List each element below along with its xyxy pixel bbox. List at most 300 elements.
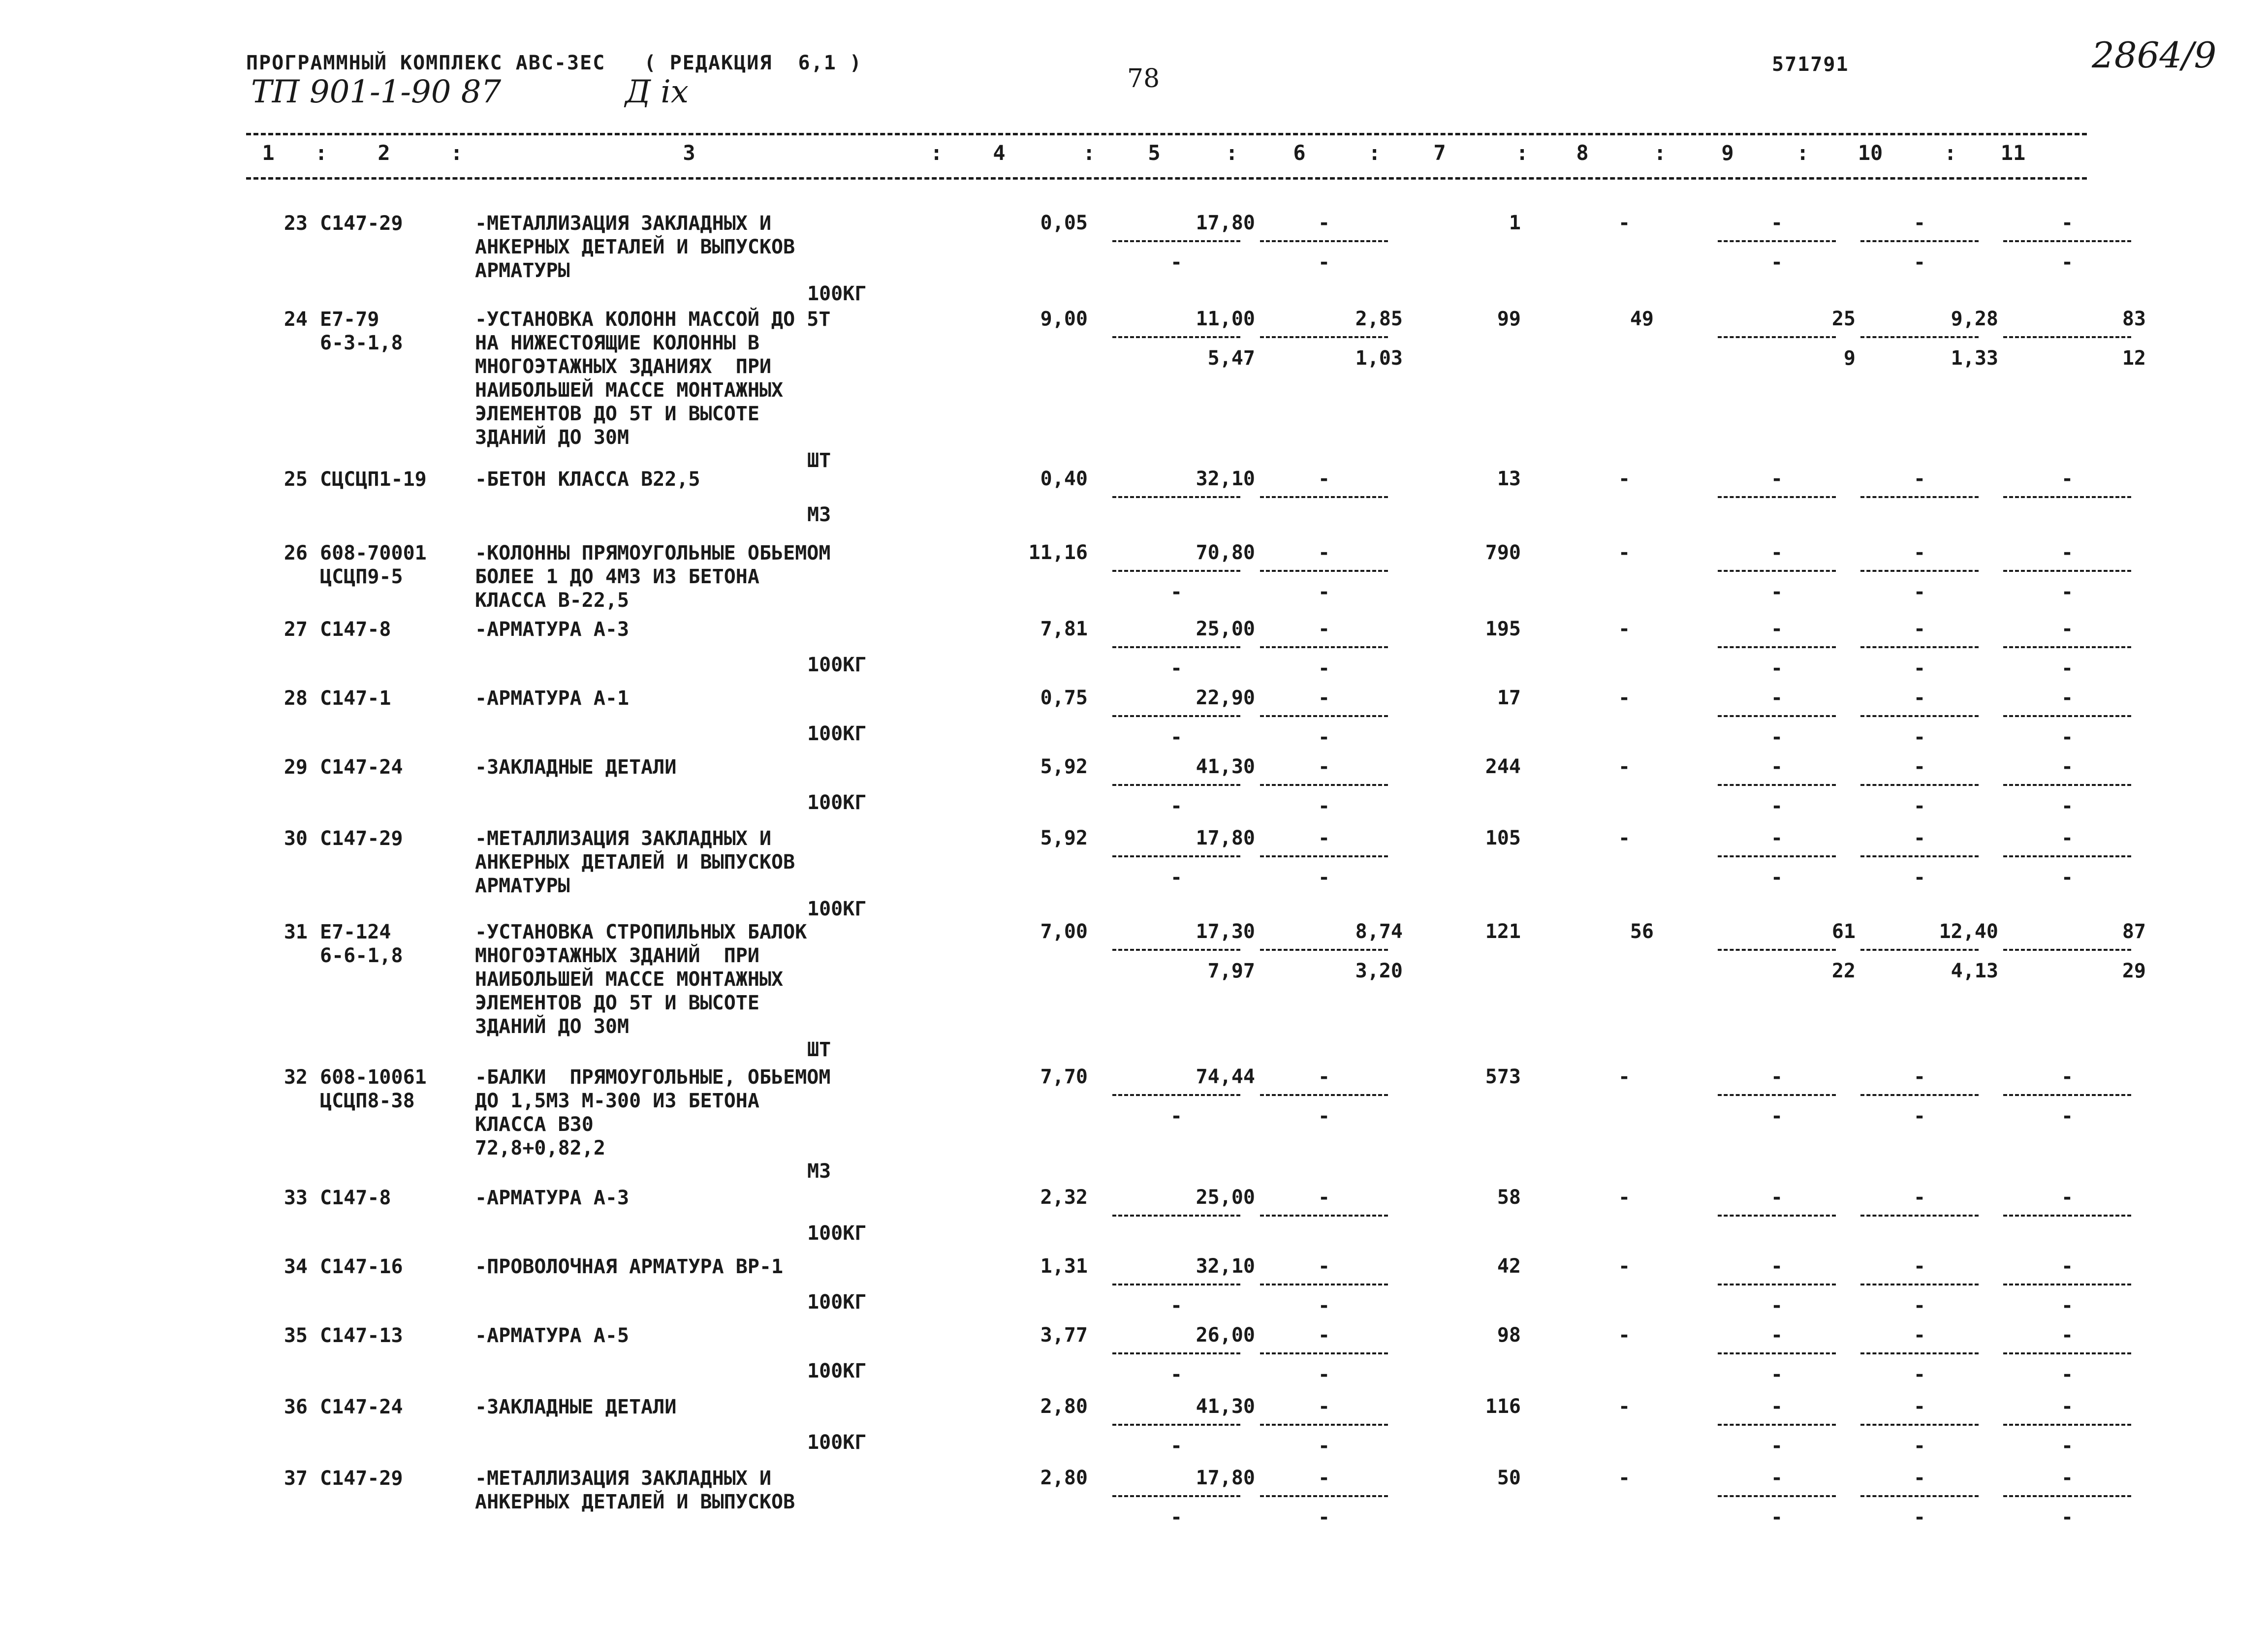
unit-of-measure: 100КГ — [807, 282, 867, 305]
unit-of-measure: М3 — [807, 503, 831, 526]
cell-underline — [2003, 784, 2131, 786]
unit-of-measure: 100КГ — [807, 898, 867, 920]
wage-cost: - — [1618, 1255, 1631, 1278]
cost-c10-lower: 4,13 — [1951, 960, 1998, 982]
row-number: 37 — [284, 1467, 308, 1490]
cost-c11-lower: - — [2061, 251, 2074, 274]
total-cost: 116 — [1485, 1395, 1521, 1418]
price-code: С147-8 — [320, 618, 391, 641]
cell-underline — [1260, 496, 1388, 498]
price-code: С147-13 — [320, 1324, 403, 1347]
cost-c9-lower: - — [1770, 866, 1783, 889]
cell-underline — [2003, 1094, 2131, 1096]
cell-underline — [1860, 646, 1979, 648]
cell-underline — [1860, 496, 1979, 498]
wage-cost: - — [1618, 827, 1631, 849]
cost-c10: - — [1913, 1065, 1926, 1088]
cost-c11: - — [2061, 827, 2074, 849]
cost-c10-lower: - — [1913, 1506, 1926, 1529]
cell-underline — [2003, 855, 2131, 857]
quantity: 5,92 — [1040, 755, 1088, 778]
column-number: 10 — [1858, 141, 1883, 165]
wage-cost: - — [1618, 1395, 1631, 1418]
cost-c10-lower: 1,33 — [1951, 347, 1998, 370]
unit-of-measure: 100КГ — [807, 654, 867, 676]
cell-underline — [2003, 496, 2131, 498]
cost-c6-lower: - — [1318, 1105, 1330, 1128]
cost-c10: - — [1913, 755, 1926, 778]
unit-of-measure: М3 — [807, 1160, 831, 1183]
cell-underline — [2003, 1284, 2131, 1285]
cell-underline — [1860, 784, 1979, 786]
wage-cost: - — [1618, 755, 1631, 778]
total-cost: 50 — [1497, 1467, 1521, 1489]
cost-c9: - — [1770, 1065, 1783, 1088]
cost-c6-lower: - — [1318, 1294, 1330, 1317]
column-separator: : — [1226, 141, 1238, 165]
row-number: 27 — [284, 618, 308, 641]
cost-c5-lower: - — [1170, 726, 1183, 749]
cost-c9: - — [1770, 1467, 1783, 1489]
cost-c11: - — [2061, 468, 2074, 490]
cost-c6-lower: - — [1318, 866, 1330, 889]
cost-c11: - — [2061, 1255, 2074, 1278]
wage-cost: - — [1618, 212, 1631, 234]
header-rule-top — [246, 133, 2087, 135]
work-description: ЗДАНИЙ ДО 30М — [475, 1015, 630, 1038]
work-description: -АРМАТУРА А-1 — [475, 687, 630, 710]
cell-underline — [1112, 1352, 1240, 1354]
work-description: АНКЕРНЫХ ДЕТАЛЕЙ И ВЫПУСКОВ — [475, 851, 795, 874]
cost-c6-lower: - — [1318, 726, 1330, 749]
price-code: 608-70001 — [320, 542, 427, 564]
work-description: -АРМАТУРА А-5 — [475, 1324, 630, 1347]
unit-of-measure: 100КГ — [807, 1291, 867, 1314]
quantity: 2,80 — [1040, 1395, 1088, 1418]
cost-c11-lower: - — [2061, 1294, 2074, 1317]
quantity: 7,70 — [1040, 1065, 1088, 1088]
cell-underline — [1718, 715, 1836, 717]
work-description: -МЕТАЛЛИЗАЦИЯ ЗАКЛАДНЫХ И — [475, 1467, 772, 1490]
price-code: 6-6-1,8 — [320, 944, 403, 967]
price-code: С147-29 — [320, 1467, 403, 1490]
cost-c6: - — [1318, 755, 1330, 778]
cell-underline — [1260, 1352, 1388, 1354]
cell-underline — [1860, 240, 1979, 242]
price-code: С147-24 — [320, 756, 403, 779]
cost-c9: 25 — [1831, 308, 1856, 330]
cost-c10: - — [1913, 468, 1926, 490]
quantity: 5,92 — [1040, 827, 1088, 849]
wage-cost: - — [1618, 541, 1631, 564]
cost-c10-lower: - — [1913, 657, 1926, 680]
column-separator: : — [1368, 141, 1381, 165]
column-separator: : — [1796, 141, 1809, 165]
cost-c6: - — [1318, 1324, 1330, 1347]
column-number: 11 — [2000, 141, 2026, 165]
column-number: 4 — [993, 141, 1006, 165]
work-description: ЭЛЕМЕНТОВ ДО 5Т И ВЫСОТЕ — [475, 403, 759, 425]
cell-underline — [1112, 715, 1240, 717]
cell-underline — [1718, 1215, 1836, 1217]
row-number: 23 — [284, 212, 308, 235]
cell-underline — [1112, 336, 1240, 338]
work-description: -АРМАТУРА А-3 — [475, 1187, 630, 1209]
cost-c6-lower: - — [1318, 251, 1330, 274]
work-description: -АРМАТУРА А-3 — [475, 618, 630, 641]
cost-c5-lower: - — [1170, 1105, 1183, 1128]
cost-c5: 11,00 — [1196, 308, 1255, 330]
cost-c10: - — [1913, 618, 1926, 640]
wage-cost: - — [1618, 1186, 1631, 1209]
cell-underline — [2003, 336, 2131, 338]
cost-c5: 17,80 — [1196, 827, 1255, 849]
row-number: 24 — [284, 308, 308, 331]
row-number: 32 — [284, 1066, 308, 1089]
row-number: 30 — [284, 827, 308, 850]
cell-underline — [1718, 1424, 1836, 1426]
cell-underline — [2003, 949, 2131, 951]
cell-underline — [1260, 646, 1388, 648]
cost-c11-lower: - — [2061, 866, 2074, 889]
work-description: -ЗАКЛАДНЫЕ ДЕТАЛИ — [475, 756, 677, 779]
cost-c10-lower: - — [1913, 1435, 1926, 1457]
cell-underline — [1860, 1284, 1979, 1285]
corner-annotation: 2864/9 — [2092, 34, 2217, 76]
cell-underline — [1260, 715, 1388, 717]
project-code: ТП 901-1-90 87 — [251, 74, 502, 110]
work-description: -ПРОВОЛОЧНАЯ АРМАТУРА ВР-1 — [475, 1255, 784, 1278]
cost-c6-lower: 3,20 — [1355, 960, 1403, 982]
row-number: 28 — [284, 687, 308, 710]
total-cost: 105 — [1485, 827, 1521, 849]
total-cost: 244 — [1485, 755, 1521, 778]
cell-underline — [1860, 1215, 1979, 1217]
column-separator: : — [1654, 141, 1667, 165]
total-cost: 790 — [1485, 541, 1521, 564]
cost-c9: - — [1770, 827, 1783, 849]
cell-underline — [1260, 1424, 1388, 1426]
cost-c9-lower: - — [1770, 1435, 1783, 1457]
work-description: ДО 1,5М3 М-300 ИЗ БЕТОНА — [475, 1090, 759, 1112]
cost-c9: - — [1770, 1324, 1783, 1347]
cost-c11: - — [2061, 1467, 2074, 1489]
program-header: ПРОГРАММНЫЙ КОМПЛЕКС АВС-3ЕС ( РЕДАКЦИЯ 6,1 ) — [246, 52, 862, 74]
quantity: 0,05 — [1040, 212, 1088, 234]
cell-underline — [2003, 1424, 2131, 1426]
price-code: ЦСЦП9-5 — [320, 565, 403, 588]
column-number: 1 — [262, 141, 275, 165]
price-code: ЦСЦП8-38 — [320, 1090, 415, 1112]
wage-cost: - — [1618, 1065, 1631, 1088]
cost-c6-lower: - — [1318, 1363, 1330, 1386]
total-cost: 195 — [1485, 618, 1521, 640]
cost-c9: - — [1770, 618, 1783, 640]
cost-c5-lower: - — [1170, 657, 1183, 680]
cost-c6: - — [1318, 212, 1330, 234]
cost-c11-lower: - — [2061, 726, 2074, 749]
cost-c11: - — [2061, 618, 2074, 640]
column-number: 8 — [1576, 141, 1589, 165]
work-description: -МЕТАЛЛИЗАЦИЯ ЗАКЛАДНЫХ И — [475, 827, 772, 850]
cell-underline — [1260, 240, 1388, 242]
sheet-mark: Д ⅸ — [625, 74, 689, 110]
cost-c11-lower: 29 — [2122, 960, 2146, 982]
cost-c6-lower: - — [1318, 581, 1330, 603]
work-description: -БЕТОН КЛАССА В22,5 — [475, 468, 700, 491]
work-description: АНКЕРНЫХ ДЕТАЛЕЙ И ВЫПУСКОВ — [475, 236, 795, 258]
cost-c9: - — [1770, 687, 1783, 709]
work-description: КЛАССА В-22,5 — [475, 589, 630, 612]
cost-c6: - — [1318, 1395, 1330, 1418]
cell-underline — [1860, 715, 1979, 717]
cost-c11: - — [2061, 755, 2074, 778]
document-code: 571791 — [1772, 53, 1849, 76]
cell-underline — [1260, 855, 1388, 857]
cell-underline — [2003, 240, 2131, 242]
unit-of-measure: 100КГ — [807, 722, 867, 745]
row-number: 36 — [284, 1396, 308, 1418]
cell-underline — [1718, 1284, 1836, 1285]
row-number: 26 — [284, 542, 308, 564]
cost-c6-lower: - — [1318, 657, 1330, 680]
cell-underline — [1718, 1495, 1836, 1497]
work-description: АРМАТУРЫ — [475, 259, 570, 282]
cost-c5-lower: - — [1170, 1506, 1183, 1529]
cost-c11-lower: - — [2061, 1105, 2074, 1128]
cell-underline — [1860, 1094, 1979, 1096]
price-code: Е7-79 — [320, 308, 379, 331]
column-separator: : — [1944, 141, 1957, 165]
column-separator: : — [930, 141, 943, 165]
work-description: 72,8+0,82,2 — [475, 1137, 605, 1159]
work-description: -БАЛКИ ПРЯМОУГОЛЬНЫЕ, ОБЬЕМОМ — [475, 1066, 831, 1089]
total-cost: 573 — [1485, 1065, 1521, 1088]
cell-underline — [2003, 570, 2131, 572]
row-number: 35 — [284, 1324, 308, 1347]
cell-underline — [1112, 949, 1240, 951]
cost-c9-lower: - — [1770, 1506, 1783, 1529]
cost-c6-lower: - — [1318, 795, 1330, 817]
cell-underline — [1860, 1495, 1979, 1497]
cost-c9-lower: 22 — [1831, 960, 1856, 982]
cost-c5-lower: - — [1170, 581, 1183, 603]
wage-cost: 49 — [1630, 308, 1654, 330]
cell-underline — [1860, 336, 1979, 338]
quantity: 1,31 — [1040, 1255, 1088, 1278]
unit-of-measure: 100КГ — [807, 1222, 867, 1245]
price-code: 6-3-1,8 — [320, 332, 403, 354]
price-code: С147-29 — [320, 827, 403, 850]
cell-underline — [1718, 1352, 1836, 1354]
wage-cost: 56 — [1630, 920, 1654, 943]
wage-cost: - — [1618, 1324, 1631, 1347]
cost-c10: - — [1913, 827, 1926, 849]
cell-underline — [2003, 715, 2131, 717]
cell-underline — [1260, 336, 1388, 338]
total-cost: 13 — [1497, 468, 1521, 490]
quantity: 7,00 — [1040, 920, 1088, 943]
total-cost: 17 — [1497, 687, 1521, 709]
quantity: 2,80 — [1040, 1467, 1088, 1489]
quantity: 0,40 — [1040, 468, 1088, 490]
cost-c5: 32,10 — [1196, 1255, 1255, 1278]
quantity: 0,75 — [1040, 687, 1088, 709]
column-number: 9 — [1721, 141, 1734, 165]
cell-underline — [1112, 1495, 1240, 1497]
cell-underline — [1260, 570, 1388, 572]
cost-c10-lower: - — [1913, 866, 1926, 889]
cost-c5: 22,90 — [1196, 687, 1255, 709]
cost-c5: 74,44 — [1196, 1065, 1255, 1088]
work-description: МНОГОЭТАЖНЫХ ЗДАНИЯХ ПРИ — [475, 355, 772, 378]
work-description: -УСТАНОВКА КОЛОНН МАССОЙ ДО 5Т — [475, 308, 831, 331]
cost-c5: 25,00 — [1196, 618, 1255, 640]
cell-underline — [1718, 570, 1836, 572]
cell-underline — [1112, 646, 1240, 648]
cell-underline — [2003, 1215, 2131, 1217]
cost-c9-lower: - — [1770, 1294, 1783, 1317]
cost-c10: - — [1913, 687, 1926, 709]
cost-c11: 87 — [2122, 920, 2146, 943]
cost-c11: - — [2061, 212, 2074, 234]
work-description: -ЗАКЛАДНЫЕ ДЕТАЛИ — [475, 1396, 677, 1418]
wage-cost: - — [1618, 1467, 1631, 1489]
cell-underline — [1112, 1215, 1240, 1217]
cost-c6: - — [1318, 1065, 1330, 1088]
cell-underline — [1860, 570, 1979, 572]
cost-c11-lower: - — [2061, 1506, 2074, 1529]
cost-c5: 41,30 — [1196, 755, 1255, 778]
cost-c5-lower: 5,47 — [1207, 347, 1255, 370]
cost-c6: - — [1318, 687, 1330, 709]
total-cost: 98 — [1497, 1324, 1521, 1347]
unit-of-measure: 100КГ — [807, 1431, 867, 1454]
cell-underline — [1718, 949, 1836, 951]
cost-c6: - — [1318, 468, 1330, 490]
cell-underline — [1260, 1495, 1388, 1497]
cost-c5-lower: 7,97 — [1207, 960, 1255, 982]
cost-c9: - — [1770, 468, 1783, 490]
cost-c5: 70,80 — [1196, 541, 1255, 564]
cell-underline — [1860, 1352, 1979, 1354]
column-number: 6 — [1293, 141, 1306, 165]
cell-underline — [1718, 784, 1836, 786]
cost-c10: - — [1913, 1255, 1926, 1278]
cost-c10-lower: - — [1913, 726, 1926, 749]
cell-underline — [1860, 949, 1979, 951]
cell-underline — [1718, 496, 1836, 498]
column-separator: : — [1516, 141, 1529, 165]
work-description: -КОЛОННЫ ПРЯМОУГОЛЬНЫЕ ОБЬЕМОМ — [475, 542, 831, 564]
row-number: 29 — [284, 756, 308, 779]
cost-c11: - — [2061, 1186, 2074, 1209]
work-description: НАИБОЛЬШЕЙ МАССЕ МОНТАЖНЫХ — [475, 968, 784, 991]
wage-cost: - — [1618, 468, 1631, 490]
cost-c6-lower: - — [1318, 1506, 1330, 1529]
column-separator: : — [450, 141, 463, 165]
cost-c9: - — [1770, 541, 1783, 564]
total-cost: 99 — [1497, 308, 1521, 330]
row-number: 34 — [284, 1255, 308, 1278]
cost-c10: 9,28 — [1951, 308, 1998, 330]
wage-cost: - — [1618, 687, 1631, 709]
quantity: 11,16 — [1028, 541, 1088, 564]
cost-c10: - — [1913, 1395, 1926, 1418]
cell-underline — [1260, 1284, 1388, 1285]
cost-c9-lower: - — [1770, 1105, 1783, 1128]
cell-underline — [1718, 336, 1836, 338]
cell-underline — [2003, 1352, 2131, 1354]
total-cost: 121 — [1485, 920, 1521, 943]
cost-c10-lower: - — [1913, 1105, 1926, 1128]
cost-c6: - — [1318, 1186, 1330, 1209]
cost-c11-lower: - — [2061, 657, 2074, 680]
cost-c10: 12,40 — [1939, 920, 1998, 943]
cell-underline — [1112, 1094, 1240, 1096]
work-description: МНОГОЭТАЖНЫХ ЗДАНИЙ ПРИ — [475, 944, 759, 967]
cost-c5: 25,00 — [1196, 1186, 1255, 1209]
cost-c11-lower: - — [2061, 581, 2074, 603]
cost-c11-lower: - — [2061, 1363, 2074, 1386]
quantity: 7,81 — [1040, 618, 1088, 640]
cost-c9: - — [1770, 212, 1783, 234]
cost-c10-lower: - — [1913, 1363, 1926, 1386]
cell-underline — [1260, 784, 1388, 786]
cost-c6: - — [1318, 827, 1330, 849]
cost-c10-lower: - — [1913, 795, 1926, 817]
cost-c9-lower: 9 — [1843, 347, 1856, 370]
unit-of-measure: 100КГ — [807, 1360, 867, 1382]
cost-c9-lower: - — [1770, 581, 1783, 603]
quantity: 3,77 — [1040, 1324, 1088, 1347]
row-number: 31 — [284, 921, 308, 943]
cost-c6: - — [1318, 541, 1330, 564]
cost-c6-lower: - — [1318, 1435, 1330, 1457]
cost-c10: - — [1913, 1186, 1926, 1209]
cost-c11: - — [2061, 687, 2074, 709]
price-code: Е7-124 — [320, 921, 391, 943]
cost-c5: 26,00 — [1196, 1324, 1255, 1347]
work-description: БОЛЕЕ 1 ДО 4М3 ИЗ БЕТОНА — [475, 565, 759, 588]
cell-underline — [1112, 240, 1240, 242]
cell-underline — [1260, 949, 1388, 951]
cost-c5-lower: - — [1170, 1363, 1183, 1386]
cell-underline — [1718, 646, 1836, 648]
cell-underline — [1718, 240, 1836, 242]
unit-of-measure: ШТ — [807, 449, 831, 472]
price-code: С147-24 — [320, 1396, 403, 1418]
column-separator: : — [315, 141, 328, 165]
cost-c10-lower: - — [1913, 581, 1926, 603]
cell-underline — [1860, 1424, 1979, 1426]
cost-c11: - — [2061, 1395, 2074, 1418]
work-description: НАИБОЛЬШЕЙ МАССЕ МОНТАЖНЫХ — [475, 379, 784, 402]
work-description: ЗДАНИЙ ДО 30М — [475, 426, 630, 449]
cost-c6: - — [1318, 1255, 1330, 1278]
unit-of-measure: 100КГ — [807, 791, 867, 814]
price-code: С147-16 — [320, 1255, 403, 1278]
column-number: 5 — [1148, 141, 1161, 165]
cell-underline — [1112, 1284, 1240, 1285]
work-description: -УСТАНОВКА СТРОПИЛЬНЫХ БАЛОК — [475, 921, 807, 943]
cell-underline — [1718, 1094, 1836, 1096]
cost-c5-lower: - — [1170, 251, 1183, 274]
quantity: 9,00 — [1040, 308, 1088, 330]
cost-c11-lower: - — [2061, 1435, 2074, 1457]
price-code: С147-29 — [320, 212, 403, 235]
cost-c11: - — [2061, 1065, 2074, 1088]
